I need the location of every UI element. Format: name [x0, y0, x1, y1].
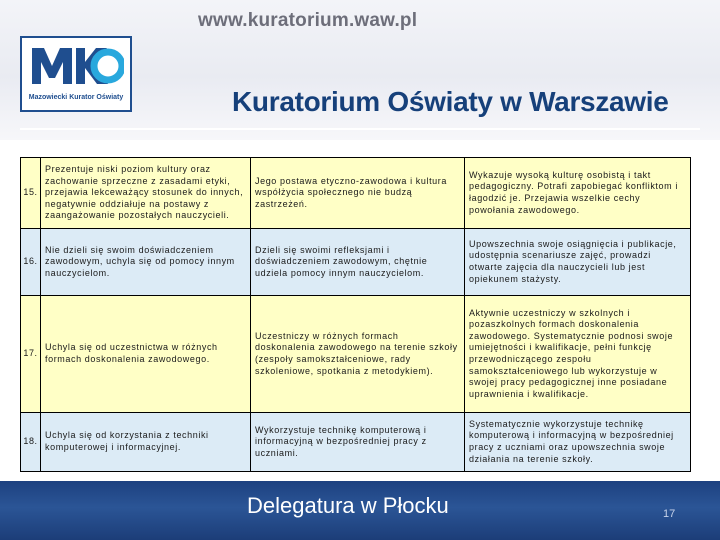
table-row [21, 229, 691, 296]
cell-level-good: Uczestniczy w różnych formach doskonalenia zawodowego na terenie szkoły (zespoły samokształceniowe, rady szkoleniowe, spotkania z metodykiem). [251, 296, 465, 413]
cell-level-excellent: Upowszechnia swoje osiągnięcia i publikacje, udostępnia scenariusze zajęć, prowadzi otwarte zajęcia dla nauczycieli lub jest opiekunem stażysty. [465, 229, 691, 296]
page-number: 17 [663, 508, 676, 520]
table-row [21, 413, 691, 472]
cell-level-good: Jego postawa etyczno-zawodowa i kultura współżycia społecznego nie budzą zastrzeżeń. [251, 158, 465, 229]
row-number: 18. [21, 413, 41, 472]
cell-level-low: Nie dzieli się swoim doświadczeniem zawodowym, uchyla się od pomocy innym nauczycielom. [41, 229, 251, 296]
cell-level-excellent: Systematycznie wykorzystuje technikę komputerową i informacyjną w bezpośredniej pracy z uczniami oraz upowszechnia swoje działania na terenie szkoły. [465, 413, 691, 472]
logo [20, 36, 132, 112]
row-number: 17. [21, 296, 41, 413]
cell-level-good: Wykorzystuje technikę komputerową i informacyjną w bezpośredniej pracy z uczniami. [251, 413, 465, 472]
criteria-table [20, 157, 691, 472]
mko-logo-icon [28, 42, 124, 88]
cell-level-low: Prezentuje niski poziom kultury oraz zachowanie sprzeczne z zasadami etyki, przejawia lekceważący stosunek do innych, negatywnie oddziałuje na postawy z zaangażowanie pozostałych nauczycieli. [41, 158, 251, 229]
logo-caption: Mazowiecki Kurator Oświaty [28, 94, 124, 101]
footer-title: Delegatura w Płocku [247, 493, 449, 518]
title-underline [20, 128, 700, 130]
row-number: 16. [21, 229, 41, 296]
cell-level-good: Dzieli się swoimi refleksjami i doświadczeniem zawodowym, chętnie udziela pomocy innym nauczycielom. [251, 229, 465, 296]
page-title: Kuratorium Oświaty w Warszawie [232, 86, 669, 117]
cell-level-excellent: Aktywnie uczestniczy w szkolnych i pozaszkolnych formach doskonalenia zawodowego. Systematycznie podnosi swoje umiejętności i kwalifikacje, pełni funkcję przewodniczącego zespołu samokształceniowego lub wykorzystuje w swojej pracy pedagogicznej inne posiadane uprawnienia i kwalifikacje. [465, 296, 691, 413]
row-number: 15. [21, 158, 41, 229]
site-url[interactable]: www.kuratorium.waw.pl [198, 10, 418, 31]
cell-level-low: Uchyla się od uczestnictwa w różnych formach doskonalenia zawodowego. [41, 296, 251, 413]
cell-level-excellent: Wykazuje wysoką kulturę osobistą i takt pedagogiczny. Potrafi zapobiegać konfliktom i łagodzić je. Przejawia wszelkie cechy powołania zawodowego. [465, 158, 691, 229]
table-row [21, 296, 691, 413]
cell-level-low: Uchyla się od korzystania z techniki komputerowej i informacyjnej. [41, 413, 251, 472]
table-row [21, 158, 691, 229]
